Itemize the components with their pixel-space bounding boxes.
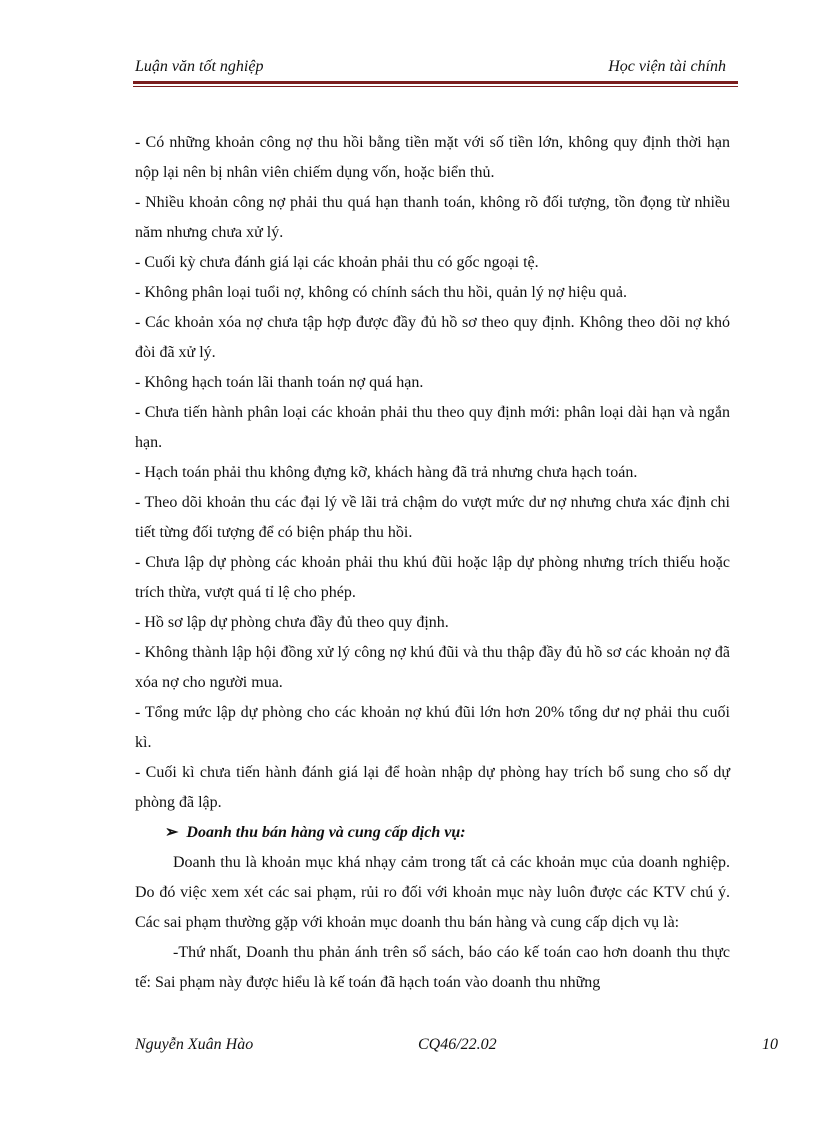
bullet-paragraph: - Hạch toán phải thu không đựng kỡ, khách hàng đã trả nhưng chưa hạch toán. bbox=[135, 464, 638, 481]
bullet-paragraph: - Không thành lập hội đồng xử lý công nợ khú đũi và thu thập đầy đủ hồ sơ các khoản nợ đã xóa nợ cho người mua. bbox=[135, 644, 730, 691]
bullet-paragraph: - Hồ sơ lập dự phòng chưa đầy đủ theo quy định. bbox=[135, 614, 449, 631]
bullet-paragraph: - Nhiều khoản công nợ phải thu quá hạn thanh toán, không rõ đối tượng, tồn đọng từ nhiều năm nhưng chưa xử lý. bbox=[135, 194, 730, 241]
section-heading bbox=[165, 818, 730, 848]
bullet-paragraph: - Theo dõi khoản thu các đại lý về lãi trả chậm do vượt mức dư nợ nhưng chưa xác định chi tiết từng đối tượng để có biện pháp thu hồi. bbox=[135, 494, 730, 541]
bullet-paragraph: - Chưa lập dự phòng các khoản phải thu khú đũi hoặc lập dự phòng nhưng trích thiếu hoặc trích thừa, vượt quá tỉ lệ cho phép. bbox=[135, 554, 730, 601]
bullet-paragraph: - Không phân loại tuổi nợ, không có chính sách thu hồi, quản lý nợ hiệu quả. bbox=[135, 284, 627, 301]
section-heading-text: Doanh thu bán hàng và cung cấp dịch vụ: bbox=[186, 824, 466, 841]
footer-class-code: CQ46/22.02 bbox=[418, 1036, 497, 1053]
document-body bbox=[135, 128, 730, 998]
footer-page-number: 10 bbox=[762, 1036, 778, 1053]
header-right-title: Học viện tài chính bbox=[608, 58, 726, 75]
header-rule-thin bbox=[133, 86, 738, 87]
header-rule-thick bbox=[133, 81, 738, 84]
arrow-bullet-icon: ➢ bbox=[165, 824, 179, 841]
bullet-paragraph: - Cuối kỳ chưa đánh giá lại các khoản phải thu có gốc ngoại tệ. bbox=[135, 254, 539, 271]
bullet-paragraph: - Chưa tiến hành phân loại các khoản phải thu theo quy định mới: phân loại dài hạn và ngắn hạn. bbox=[135, 404, 730, 451]
header-left-title: Luận văn tốt nghiệp bbox=[135, 58, 264, 75]
section-paragraph: Doanh thu là khoản mục khá nhạy cảm trong tất cả các khoản mục của doanh nghiệp. Do đó việc xem xét các sai phạm, rủi ro đối với khoản mục này luôn được các KTV chú ý. Các sai phạm thường gặp với khoản mục doanh thu bán hàng và cung cấp dịch vụ là: bbox=[135, 854, 730, 931]
bullet-paragraph: - Tổng mức lập dự phòng cho các khoản nợ khú đũi lớn hơn 20% tổng dư nợ phải thu cuối kì. bbox=[135, 704, 730, 751]
bullet-paragraph: - Có những khoản công nợ thu hồi bằng tiền mặt với số tiền lớn, không quy định thời hạn nộp lại nên bị nhân viên chiếm dụng vốn, hoặc biển thủ. bbox=[135, 134, 730, 181]
bullet-paragraph: - Các khoản xóa nợ chưa tập hợp được đầy đủ hồ sơ theo quy định. Không theo dõi nợ khó đòi đã xử lý. bbox=[135, 314, 730, 361]
footer-author: Nguyễn Xuân Hào bbox=[135, 1036, 254, 1053]
bullet-paragraph: - Cuối kì chưa tiến hành đánh giá lại để hoàn nhập dự phòng hay trích bổ sung cho số dự phòng đã lập. bbox=[135, 764, 730, 811]
bullet-paragraph: - Không hạch toán lãi thanh toán nợ quá hạn. bbox=[135, 374, 424, 391]
section-paragraph: -Thứ nhất, Doanh thu phản ánh trên sổ sách, báo cáo kế toán cao hơn doanh thu thực tế: Sai phạm này được hiểu là kế toán đã hạch toán vào doanh thu những bbox=[135, 944, 730, 991]
